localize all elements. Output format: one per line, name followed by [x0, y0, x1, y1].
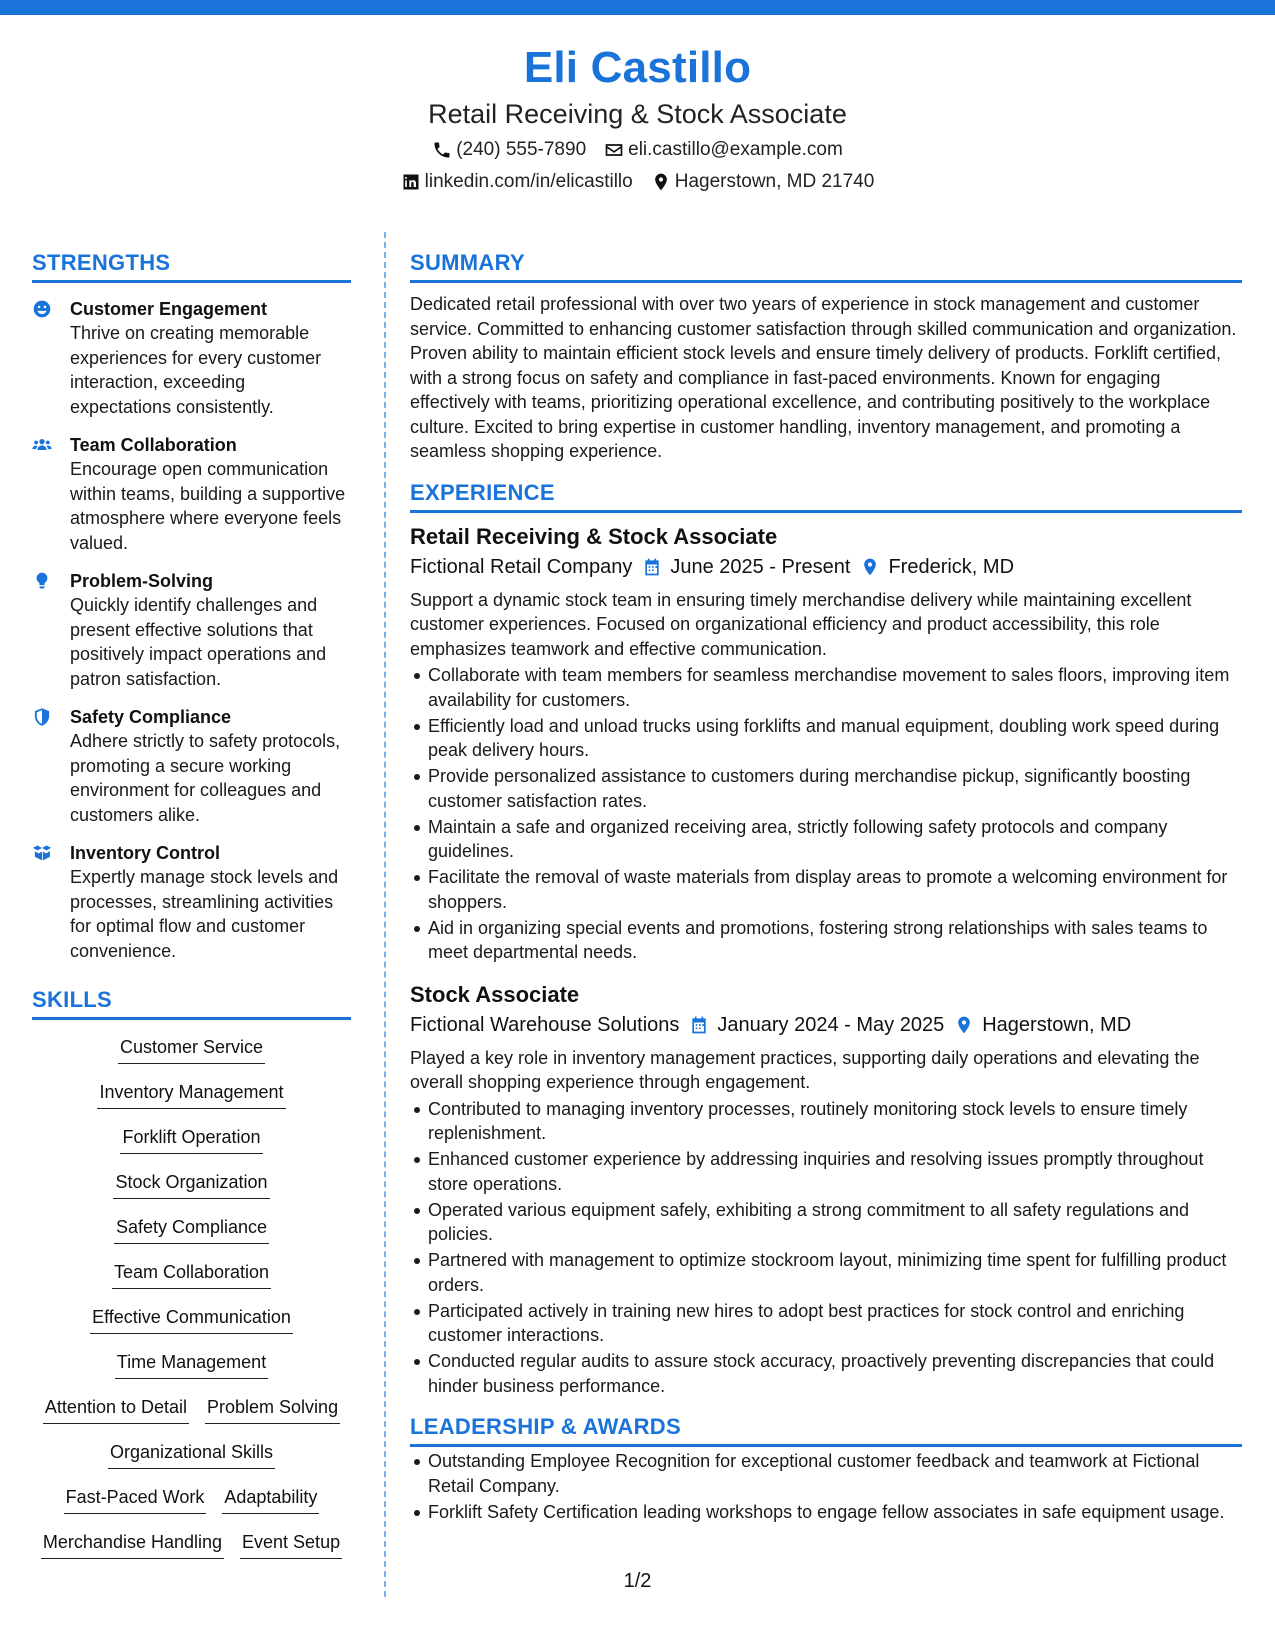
- map-pin-icon: [651, 172, 671, 192]
- skill-tag: Problem Solving: [205, 1394, 340, 1424]
- strength-name: Safety Compliance: [70, 707, 232, 727]
- phone-contact: [432, 138, 586, 162]
- job-bullet: Provide personalized assistance to customers during merchandise pickup, significantly boosting customer satisfaction rates.: [410, 764, 1242, 813]
- skill-tag: Fast-Paced Work: [64, 1484, 207, 1514]
- lightbulb-icon: [32, 571, 52, 591]
- top-accent-bar: [0, 0, 1275, 15]
- job-location-text: Frederick, MD: [888, 555, 1015, 578]
- skill-tag: Effective Communication: [90, 1304, 293, 1334]
- box-open-icon: [32, 843, 52, 863]
- strength-item: [32, 297, 351, 419]
- job-location: [954, 1010, 1131, 1040]
- job-meta: [410, 1010, 1242, 1040]
- skill-tag: Inventory Management: [97, 1079, 285, 1109]
- summary-text: Dedicated retail professional with over two years of experience in stock management and customer service. Committed to enhancing customer satisfaction through skilled communication and organization. Proven ability to maintain efficient stock levels and ensure timely delivery of products. Forklift certified, with a strong focus on safety and compliance in fast-paced environments. Known for engaging effectively with teams, prioritizing operational excellence, and contributing positively to the workplace culture. Excited to bring expertise in customer handling, inventory management, and promoting a seamless shopping experience.: [410, 294, 1237, 461]
- job-company: Fictional Warehouse Solutions: [410, 1013, 680, 1036]
- job-bullet: Aid in organizing special events and promotions, fostering strong relationships with sales teams to meet departmental needs.: [410, 916, 1242, 965]
- strength-name: Inventory Control: [70, 843, 221, 863]
- skill-tag: Stock Organization: [113, 1169, 269, 1199]
- leadership-item: Forklift Safety Certification leading workshops to engage fellow associates in safe equipment usage.: [410, 1500, 1242, 1525]
- summary-heading: SUMMARY: [410, 248, 1242, 283]
- strength-item: [32, 433, 351, 555]
- smile-icon: [32, 299, 52, 319]
- skill-row: [120, 1124, 262, 1169]
- strength-desc: Quickly identify challenges and present effective solutions that positively impact operations and patron satisfaction.: [70, 595, 327, 689]
- job-bullet: Enhanced customer experience by addressing inquiries and resolving issues promptly throughout store operations.: [410, 1147, 1242, 1196]
- skill-tag: Customer Service: [118, 1034, 265, 1064]
- column-divider: [384, 232, 386, 1597]
- job-dates: [689, 1010, 944, 1040]
- skill-tag: Safety Compliance: [114, 1214, 269, 1244]
- candidate-name: Eli Castillo: [523, 43, 752, 92]
- skill-tag: Team Collaboration: [112, 1259, 271, 1289]
- linkedin-icon: [401, 172, 421, 192]
- skill-tag: Event Setup: [240, 1529, 342, 1559]
- job-meta: [410, 552, 1242, 582]
- job-title: Stock Associate: [410, 981, 580, 1007]
- job-dates-text: June 2025 - Present: [670, 555, 851, 578]
- skill-row: [64, 1484, 320, 1529]
- skill-row: [114, 1214, 269, 1259]
- skill-tag: Adaptability: [222, 1484, 319, 1514]
- skill-row: [115, 1349, 268, 1394]
- right-column: [410, 248, 1242, 1524]
- left-column: [32, 248, 351, 1574]
- job-description: Support a dynamic stock team in ensuring timely merchandise delivery while maintaining excellent customer experiences. Focused on organizational efficiency and product accessibility, this role emphasizes teamwork and effective communication.: [410, 589, 1192, 659]
- job-bullets: [410, 1097, 1242, 1399]
- strength-desc: Thrive on creating memorable experiences for every customer interaction, exceeding expectations consistently.: [70, 323, 322, 417]
- strength-item: [32, 841, 351, 963]
- map-pin-icon: [860, 557, 880, 577]
- location-text: Hagerstown, MD 21740: [674, 171, 875, 192]
- skill-row: [118, 1034, 265, 1079]
- job-bullet: Efficiently load and unload trucks using forklifts and manual equipment, doubling work speed during peak delivery hours.: [410, 714, 1242, 763]
- page-number: 1/2: [623, 1570, 652, 1592]
- leadership-item: Outstanding Employee Recognition for exceptional customer feedback and teamwork at Fictional Retail Company.: [410, 1449, 1242, 1498]
- leadership-heading: LEADERSHIP & AWARDS: [410, 1412, 1242, 1447]
- skill-tag: Forklift Operation: [120, 1124, 262, 1154]
- job-bullet: Maintain a safe and organized receiving area, strictly following safety protocols and company guidelines.: [410, 815, 1242, 864]
- job-description: Played a key role in inventory management practices, supporting daily operations and elevating the overall shopping experience through engagement.: [410, 1047, 1200, 1092]
- email-contact[interactable]: [604, 138, 843, 162]
- skills-heading: SKILLS: [32, 985, 351, 1020]
- linkedin-contact[interactable]: [401, 170, 633, 194]
- skill-tag: Attention to Detail: [43, 1394, 189, 1424]
- job-title: Retail Receiving & Stock Associate: [410, 523, 778, 549]
- skill-row: [41, 1529, 342, 1574]
- job-location-text: Hagerstown, MD: [982, 1013, 1132, 1036]
- email-text: eli.castillo@example.com: [628, 139, 843, 160]
- skill-row: [43, 1394, 340, 1439]
- job-company: Fictional Retail Company: [410, 555, 633, 578]
- skill-row: [112, 1259, 271, 1304]
- strength-item: [32, 569, 351, 691]
- skills-list: [32, 1034, 351, 1574]
- phone-text: (240) 555-7890: [456, 139, 587, 160]
- skill-row: [113, 1169, 269, 1214]
- strength-desc: Encourage open communication within teams, building a supportive atmosphere where everyone feels valued.: [70, 459, 346, 553]
- skill-tag: Organizational Skills: [108, 1439, 275, 1469]
- skill-row: [108, 1439, 275, 1484]
- skill-tag: Merchandise Handling: [41, 1529, 224, 1559]
- location-contact: [651, 170, 875, 194]
- job-bullet: Operated various equipment safely, exhibiting a strong commitment to all safety regulations and policies.: [410, 1198, 1242, 1247]
- experience-heading: EXPERIENCE: [410, 478, 1242, 513]
- job-bullet: Collaborate with team members for seamless merchandise movement to sales floors, improving item availability for customers.: [410, 663, 1242, 712]
- strength-name: Customer Engagement: [70, 299, 268, 319]
- users-icon: [32, 435, 52, 455]
- leadership-list: [410, 1449, 1242, 1524]
- calendar-icon: [642, 557, 662, 577]
- linkedin-text: linkedin.com/in/elicastillo: [424, 171, 633, 192]
- map-pin-icon: [954, 1015, 974, 1035]
- job-bullet: Partnered with management to optimize stockroom layout, minimizing time spent for fulfilling product orders.: [410, 1248, 1242, 1297]
- job-entry: [410, 981, 1242, 1399]
- job-bullet: Facilitate the removal of waste materials from display areas to promote a welcoming environment for shoppers.: [410, 865, 1242, 914]
- strengths-heading: STRENGTHS: [32, 248, 351, 283]
- calendar-icon: [689, 1015, 709, 1035]
- skill-row: [90, 1304, 293, 1349]
- strength-item: [32, 705, 351, 827]
- candidate-title: Retail Receiving & Stock Associate: [428, 99, 847, 129]
- contact-row-1: [0, 138, 1275, 162]
- job-bullets: [410, 663, 1242, 965]
- contact-row-2: [0, 170, 1275, 194]
- strength-desc: Expertly manage stock levels and processes, streamlining activities for optimal flow and customer convenience.: [70, 867, 339, 961]
- job-bullet: Conducted regular audits to assure stock accuracy, proactively preventing discrepancies that could hinder business performance.: [410, 1349, 1242, 1398]
- job-dates-text: January 2024 - May 2025: [717, 1013, 945, 1036]
- skill-tag: Time Management: [115, 1349, 268, 1379]
- job-bullet: Contributed to managing inventory processes, routinely monitoring stock levels to ensure timely replenishment.: [410, 1097, 1242, 1146]
- phone-icon: [432, 140, 452, 160]
- skill-row: [97, 1079, 285, 1124]
- job-bullet: Participated actively in training new hires to adopt best practices for stock control and enriching customer interactions.: [410, 1299, 1242, 1348]
- job-dates: [642, 552, 850, 582]
- strength-name: Team Collaboration: [70, 435, 237, 455]
- resume-header: [0, 38, 1275, 194]
- strength-desc: Adhere strictly to safety protocols, promoting a secure working environment for colleagues and customers alike.: [70, 731, 341, 825]
- envelope-icon: [604, 140, 624, 160]
- job-entry: [410, 523, 1242, 965]
- job-location: [860, 552, 1014, 582]
- strength-name: Problem-Solving: [70, 571, 214, 591]
- shield-icon: [32, 707, 52, 727]
